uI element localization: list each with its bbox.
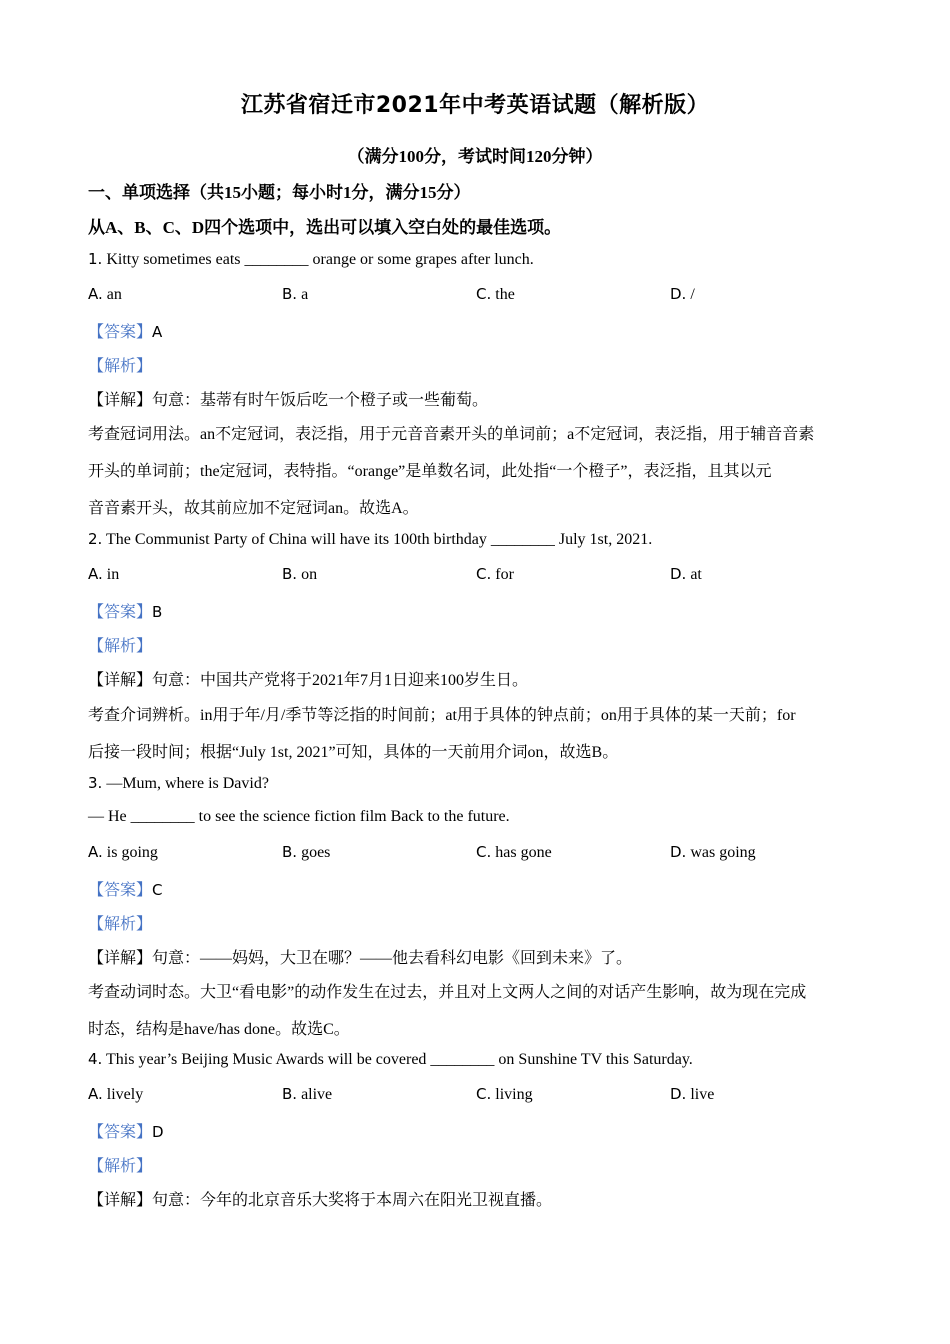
question-3-stem-line2: — He ________ to see the science fiction film Back to the future. [88, 808, 510, 825]
section-instruction: 从A、B、C、D四个选项中，选出可以填入空白处的最佳选项。 [88, 218, 562, 237]
option-letter: C. [476, 1085, 492, 1103]
question-1-stem [88, 250, 534, 269]
q1-explanation-line: 音音素开头，故其前应加不定冠词an。故选A。 [88, 500, 419, 517]
option-letter: C. [476, 565, 492, 583]
question-text: This year’s Beijing Music Awards will be covered ________ on Sunshine TV this Saturday. [106, 1051, 693, 1068]
question-text: The Communist Party of China will have its 100th birthday ________ July 1st, 2021. [106, 531, 653, 548]
q4-option-d [670, 1085, 714, 1104]
detail-tag: 【详解】 [88, 950, 153, 967]
section-heading: 一、单项选择（共15小题；每小时1分，满分15分） [88, 183, 471, 202]
answer-value: D [152, 1123, 164, 1141]
option-letter: D. [670, 565, 687, 583]
option-text: on [301, 566, 318, 583]
q2-detail [88, 667, 528, 690]
answer-value: B [152, 603, 163, 621]
answer-value: A [152, 323, 163, 341]
question-text: —Mum, where is David? [106, 775, 269, 792]
q1-option-b [282, 285, 308, 304]
q3-explanation-line: 考查动词时态。大卫“看电影”的动作发生在过去，并且对上文两人之间的对话产生影响，故为现在完成 [88, 984, 807, 1001]
q3-analysis [88, 911, 152, 934]
q1-explanation-line: 开头的单词前；the定冠词，表特指。“orange”是单数名词，此处指“一个橙子”，表泛指，且其以元 [88, 463, 772, 480]
option-text: has gone [495, 844, 552, 861]
q2-answer [88, 599, 162, 622]
q4-analysis [88, 1153, 152, 1176]
q1-option-c [476, 285, 515, 304]
q2-option-c [476, 565, 514, 584]
q1-answer [88, 319, 162, 342]
analysis-tag: 【解析】 [88, 638, 153, 655]
option-text: living [495, 1086, 533, 1103]
q2-option-d [670, 565, 702, 584]
option-text: live [690, 1086, 715, 1103]
question-number: 4. [88, 1050, 103, 1068]
q1-option-a [88, 285, 122, 304]
question-number: 2. [88, 530, 103, 548]
option-text: was going [690, 844, 756, 861]
q2-option-a [88, 565, 119, 584]
detail-tag: 【详解】 [88, 1192, 153, 1209]
option-letter: D. [670, 285, 687, 303]
question-number: 3. [88, 774, 103, 792]
q1-explanation-line: 考查冠词用法。an不定冠词，表泛指，用于元音音素开头的单词前；a不定冠词，表泛指，用于辅音音素 [88, 426, 815, 443]
q3-option-a [88, 843, 158, 862]
answer-tag: 【答案】 [88, 1124, 153, 1141]
option-text: in [106, 566, 120, 583]
option-letter: B. [282, 843, 298, 861]
q1-analysis [88, 353, 152, 376]
document-subtitle: （满分100分，考试时间120分钟） [347, 147, 603, 166]
option-text: lively [106, 1086, 144, 1103]
q1-detail [88, 387, 488, 410]
analysis-tag: 【解析】 [88, 916, 153, 933]
q3-explanation-line: 时态，结构是have/has done。故选C。 [88, 1021, 350, 1038]
option-letter: A. [88, 843, 103, 861]
question-text: Kitty sometimes eats ________ orange or some grapes after lunch. [106, 251, 534, 268]
question-4-stem [88, 1050, 693, 1069]
option-letter: D. [670, 843, 687, 861]
q3-option-c [476, 843, 552, 862]
answer-tag: 【答案】 [88, 882, 153, 899]
detail-text: 句意：基蒂有时午饭后吃一个橙子或一些葡萄。 [152, 392, 489, 409]
q2-explanation-line: 考查介词辨析。in用于年/月/季节等泛指的时间前；at用于具体的钟点前；on用于具体的某一天前；for [88, 707, 796, 724]
option-text: the [495, 286, 515, 303]
q4-option-b [282, 1085, 332, 1104]
question-3-stem [88, 774, 269, 793]
option-text: for [495, 566, 514, 583]
option-letter: C. [476, 843, 492, 861]
q2-analysis [88, 633, 152, 656]
option-letter: C. [476, 285, 492, 303]
answer-tag: 【答案】 [88, 604, 153, 621]
option-letter: A. [88, 285, 103, 303]
analysis-tag: 【解析】 [88, 358, 153, 375]
option-text: is going [106, 844, 158, 861]
answer-tag: 【答案】 [88, 324, 153, 341]
option-text: a [301, 286, 309, 303]
option-text: alive [301, 1086, 333, 1103]
option-letter: A. [88, 565, 103, 583]
q1-option-d [670, 285, 695, 304]
q3-detail [88, 945, 632, 968]
option-letter: D. [670, 1085, 687, 1103]
option-letter: B. [282, 285, 298, 303]
q3-answer [88, 877, 163, 900]
question-number: 1. [88, 250, 103, 268]
option-text: goes [301, 844, 331, 861]
option-text: an [106, 286, 122, 303]
question-2-stem [88, 530, 652, 549]
q4-detail [88, 1187, 552, 1210]
detail-tag: 【详解】 [88, 672, 153, 689]
answer-value: C [152, 881, 163, 899]
option-letter: A. [88, 1085, 103, 1103]
q4-option-a [88, 1085, 143, 1104]
option-text: / [690, 286, 695, 303]
option-letter: B. [282, 1085, 298, 1103]
analysis-tag: 【解析】 [88, 1158, 153, 1175]
detail-text: 句意：——妈妈，大卫在哪？——他去看科幻电影《回到未来》了。 [152, 950, 633, 967]
option-letter: B. [282, 565, 298, 583]
q2-explanation-line: 后接一段时间；根据“July 1st, 2021”可知，具体的一天前用介词on，故选B。 [88, 744, 619, 761]
detail-tag: 【详解】 [88, 392, 153, 409]
document-title: 江苏省宿迁市2021年中考英语试题（解析版） [240, 93, 710, 118]
q2-option-b [282, 565, 317, 584]
q3-option-b [282, 843, 330, 862]
detail-text: 句意：中国共产党将于2021年7月1日迎来100岁生日。 [152, 672, 529, 689]
q4-option-c [476, 1085, 533, 1104]
option-text: at [690, 566, 702, 583]
detail-text: 句意：今年的北京音乐大奖将于本周六在阳光卫视直播。 [152, 1192, 553, 1209]
q3-option-d [670, 843, 756, 862]
q4-answer [88, 1119, 164, 1142]
